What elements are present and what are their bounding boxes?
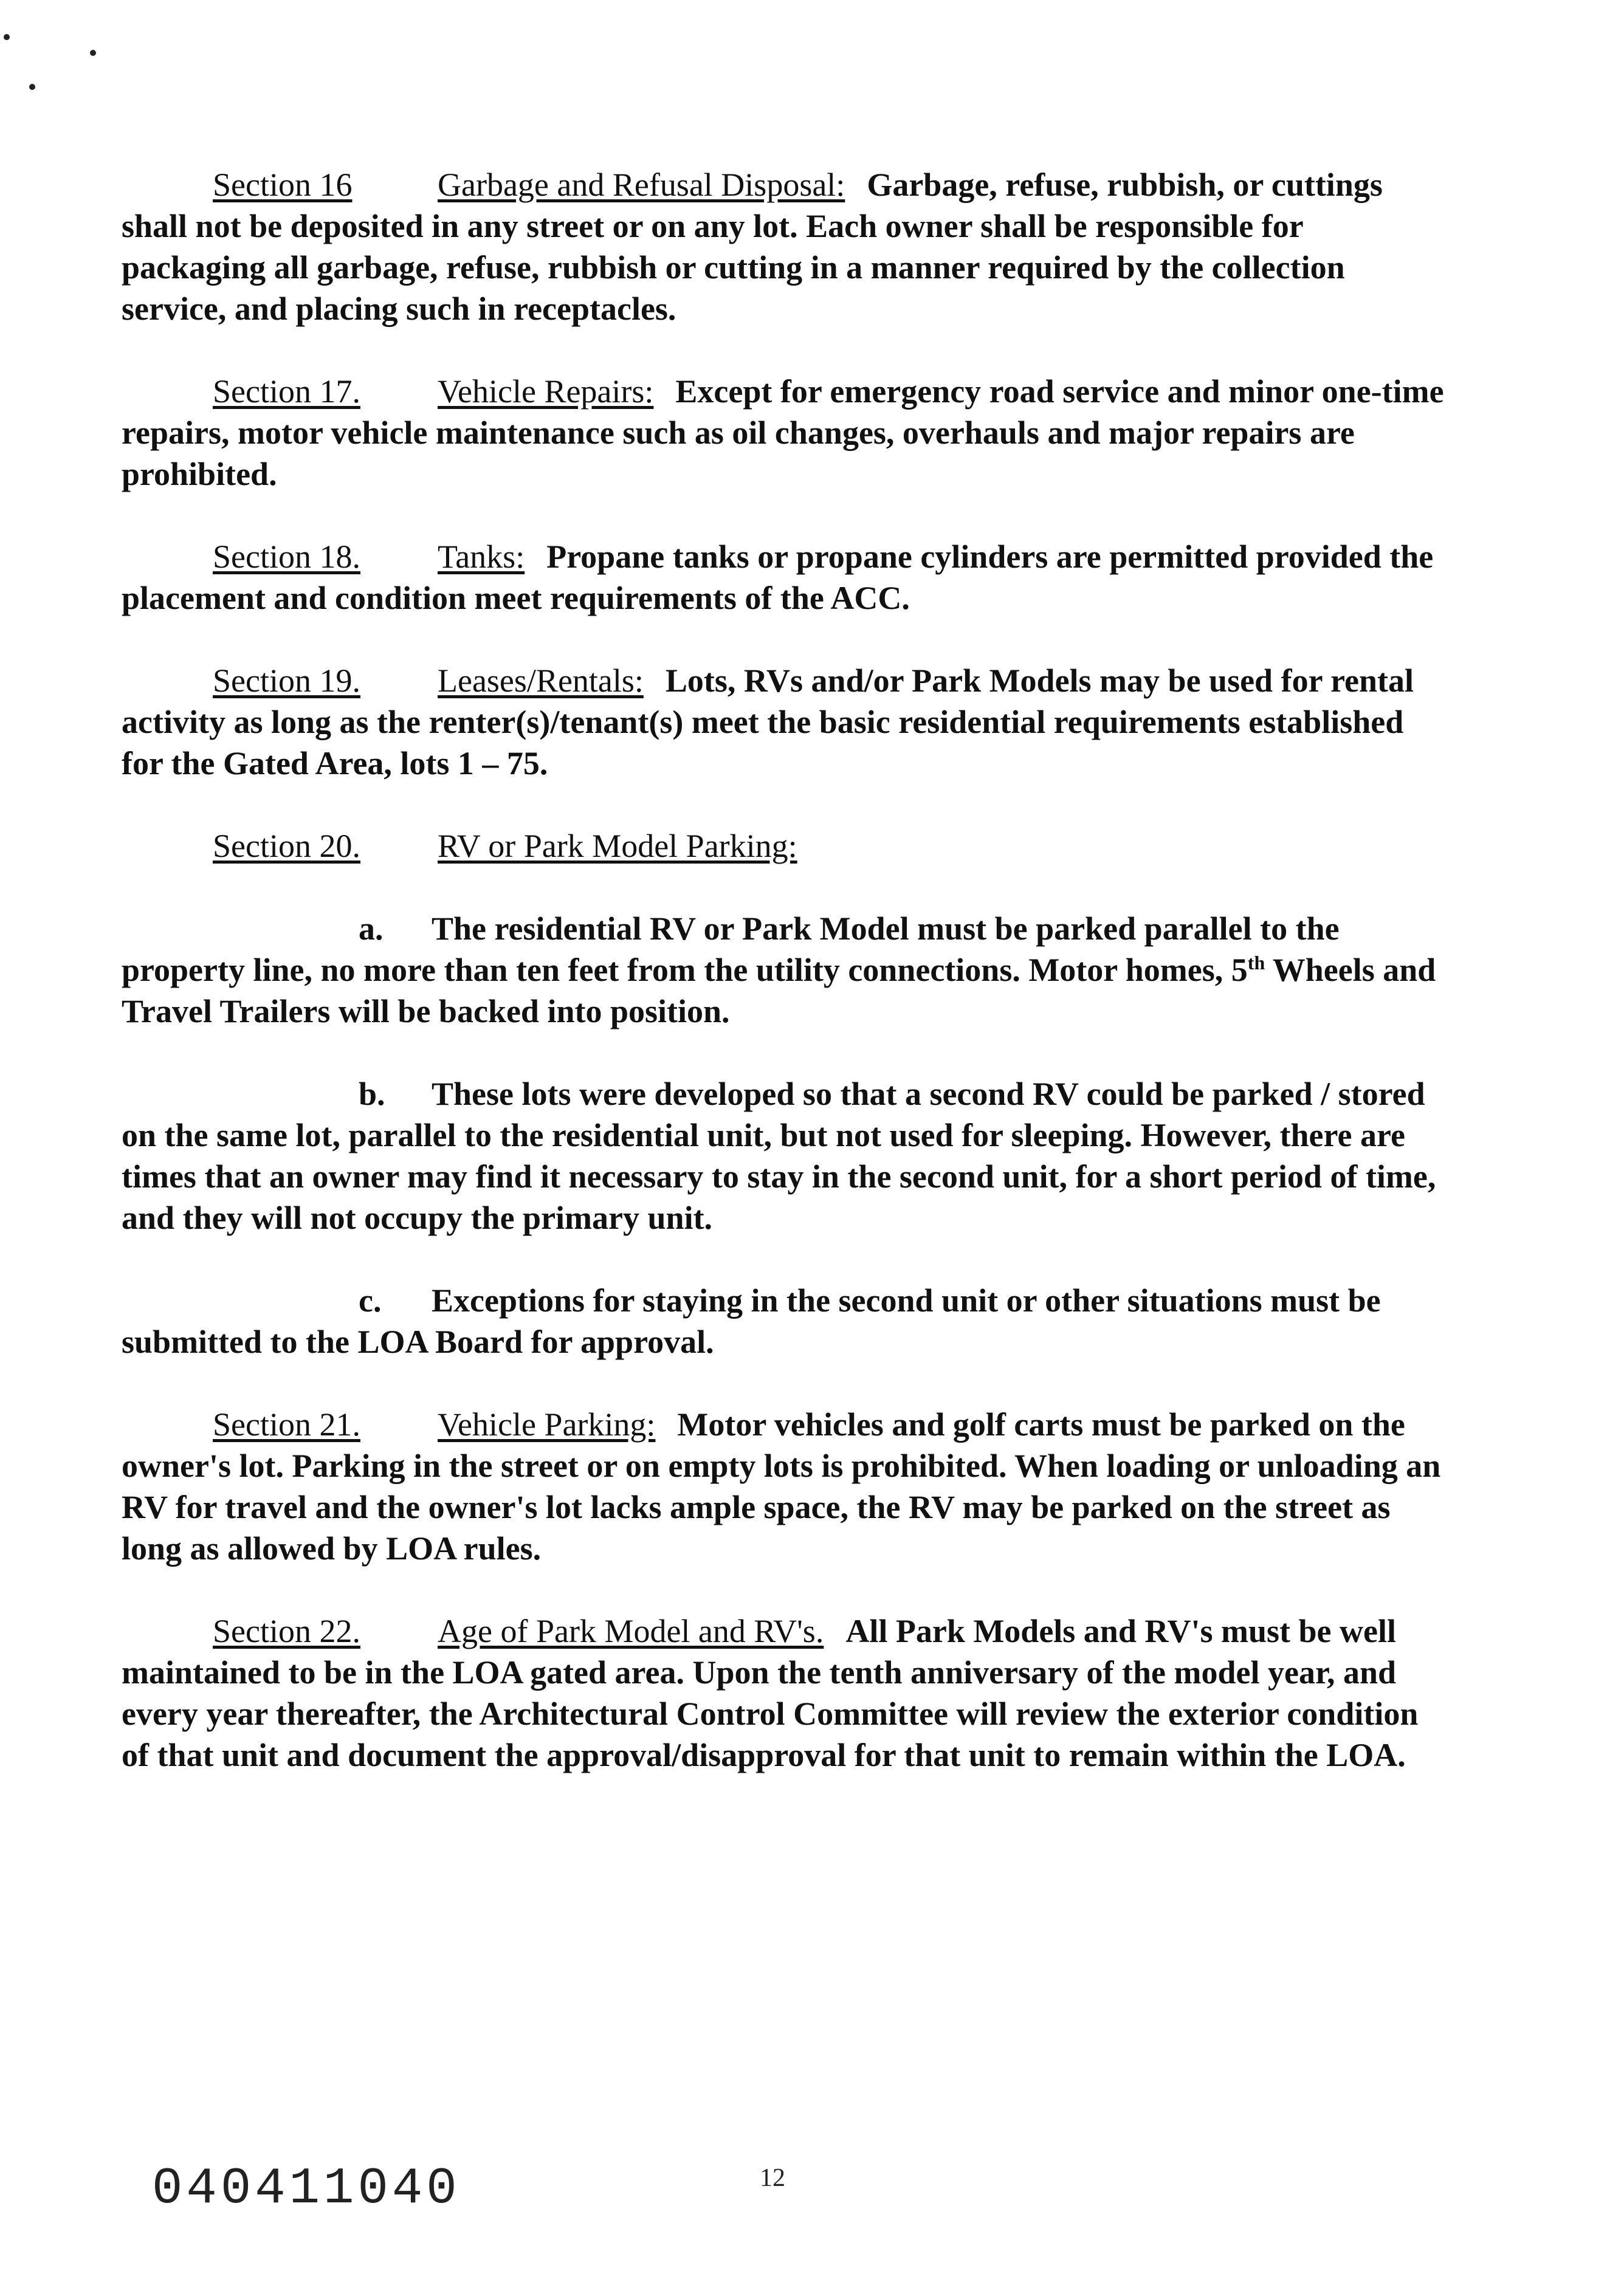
section-heading: Vehicle Repairs: — [438, 373, 654, 410]
item-text: These lots were developed so that a second RV could be parked / stored on the same lot, parallel to the residential unit, but not used for sleeping. However, there are times that an owner may find it necessary to stay in the second unit, for a short period of time, and they will not occupy the primary unit. — [122, 1076, 1436, 1236]
section-heading: Garbage and Refusal Disposal: — [438, 167, 845, 203]
section-20-item-b — [122, 1073, 1447, 1239]
section-number: Section 21. — [213, 1406, 360, 1443]
section-number: Section 17. — [213, 373, 360, 410]
section-heading: Tanks: — [438, 538, 525, 575]
section-22 — [122, 1610, 1447, 1776]
item-letter: c. — [359, 1282, 382, 1319]
document-code: 040411040 — [152, 2160, 461, 2218]
section-text: Motor vehicles and golf carts must be parked on the owner's lot. Parking in the street or on empty lots is prohibited. When loading or unloading an RV for travel and the owner's lot lacks ample space, the RV may be parked on the street as long as allowed by LOA rules. — [122, 1406, 1441, 1567]
section-text: Propane tanks or propane cylinders are permitted provided the placement and condition meet requirements of the ACC. — [122, 538, 1434, 616]
item-text: The residential RV or Park Model must be parked parallel to the property line, no more than ten feet from the utility connections. Motor homes, 5 — [122, 910, 1340, 988]
item-letter: a. — [359, 910, 384, 947]
section-16 — [122, 164, 1447, 329]
document-body — [122, 164, 1447, 1817]
section-number: Section 19. — [213, 662, 360, 699]
scan-speck — [4, 34, 10, 40]
section-20-item-a — [122, 908, 1447, 1032]
scan-speck — [29, 84, 35, 90]
section-heading: RV or Park Model Parking: — [438, 828, 797, 864]
section-text: Except for emergency road service and minor one-time repairs, motor vehicle maintenance such as oil changes, overhauls and major repairs are prohibited. — [122, 373, 1444, 492]
section-text: Lots, RVs and/or Park Models may be used for rental activity as long as the renter(s)/tenant(s) meet the basic residential requirements established for the Gated Area, lots 1 – 75. — [122, 662, 1414, 782]
item-text: Exceptions for staying in the second unit or other situations must be submitted to the LOA Board for approval. — [122, 1282, 1381, 1360]
section-17 — [122, 371, 1447, 495]
section-heading: Vehicle Parking: — [438, 1406, 656, 1443]
section-text: Garbage, refuse, rubbish, or cuttings shall not be deposited in any street or on any lot. Each owner shall be responsible for packaging all garbage, refuse, rubbish or cutting in a manner required by the collection service, and placing such in receptacles. — [122, 167, 1383, 327]
scan-speck — [90, 50, 96, 56]
item-letter: b. — [359, 1076, 385, 1112]
section-number: Section 18. — [213, 538, 360, 575]
section-number: Section 20. — [213, 828, 360, 864]
section-text: All Park Models and RV's must be well maintained to be in the LOA gated area. Upon the tenth anniversary of the model year, and every year thereafter, the Architectural Control Committee will review the exterior condition of that unit and document the approval/disapproval for that unit to remain within the LOA. — [122, 1613, 1419, 1773]
section-heading: Age of Park Model and RV's. — [438, 1613, 824, 1649]
section-18 — [122, 536, 1447, 619]
section-21 — [122, 1404, 1447, 1569]
page-number: 12 — [760, 2164, 785, 2192]
section-20 — [122, 825, 1447, 867]
section-20-item-c — [122, 1280, 1447, 1362]
ordinal-suffix: th — [1247, 952, 1265, 974]
section-number: Section 16 — [213, 167, 353, 203]
item-text-continued: Wheels and Travel Trailers will be backed into position. — [122, 952, 1436, 1029]
section-19 — [122, 660, 1447, 784]
section-number: Section 22. — [213, 1613, 360, 1649]
section-heading: Leases/Rentals: — [438, 662, 644, 699]
